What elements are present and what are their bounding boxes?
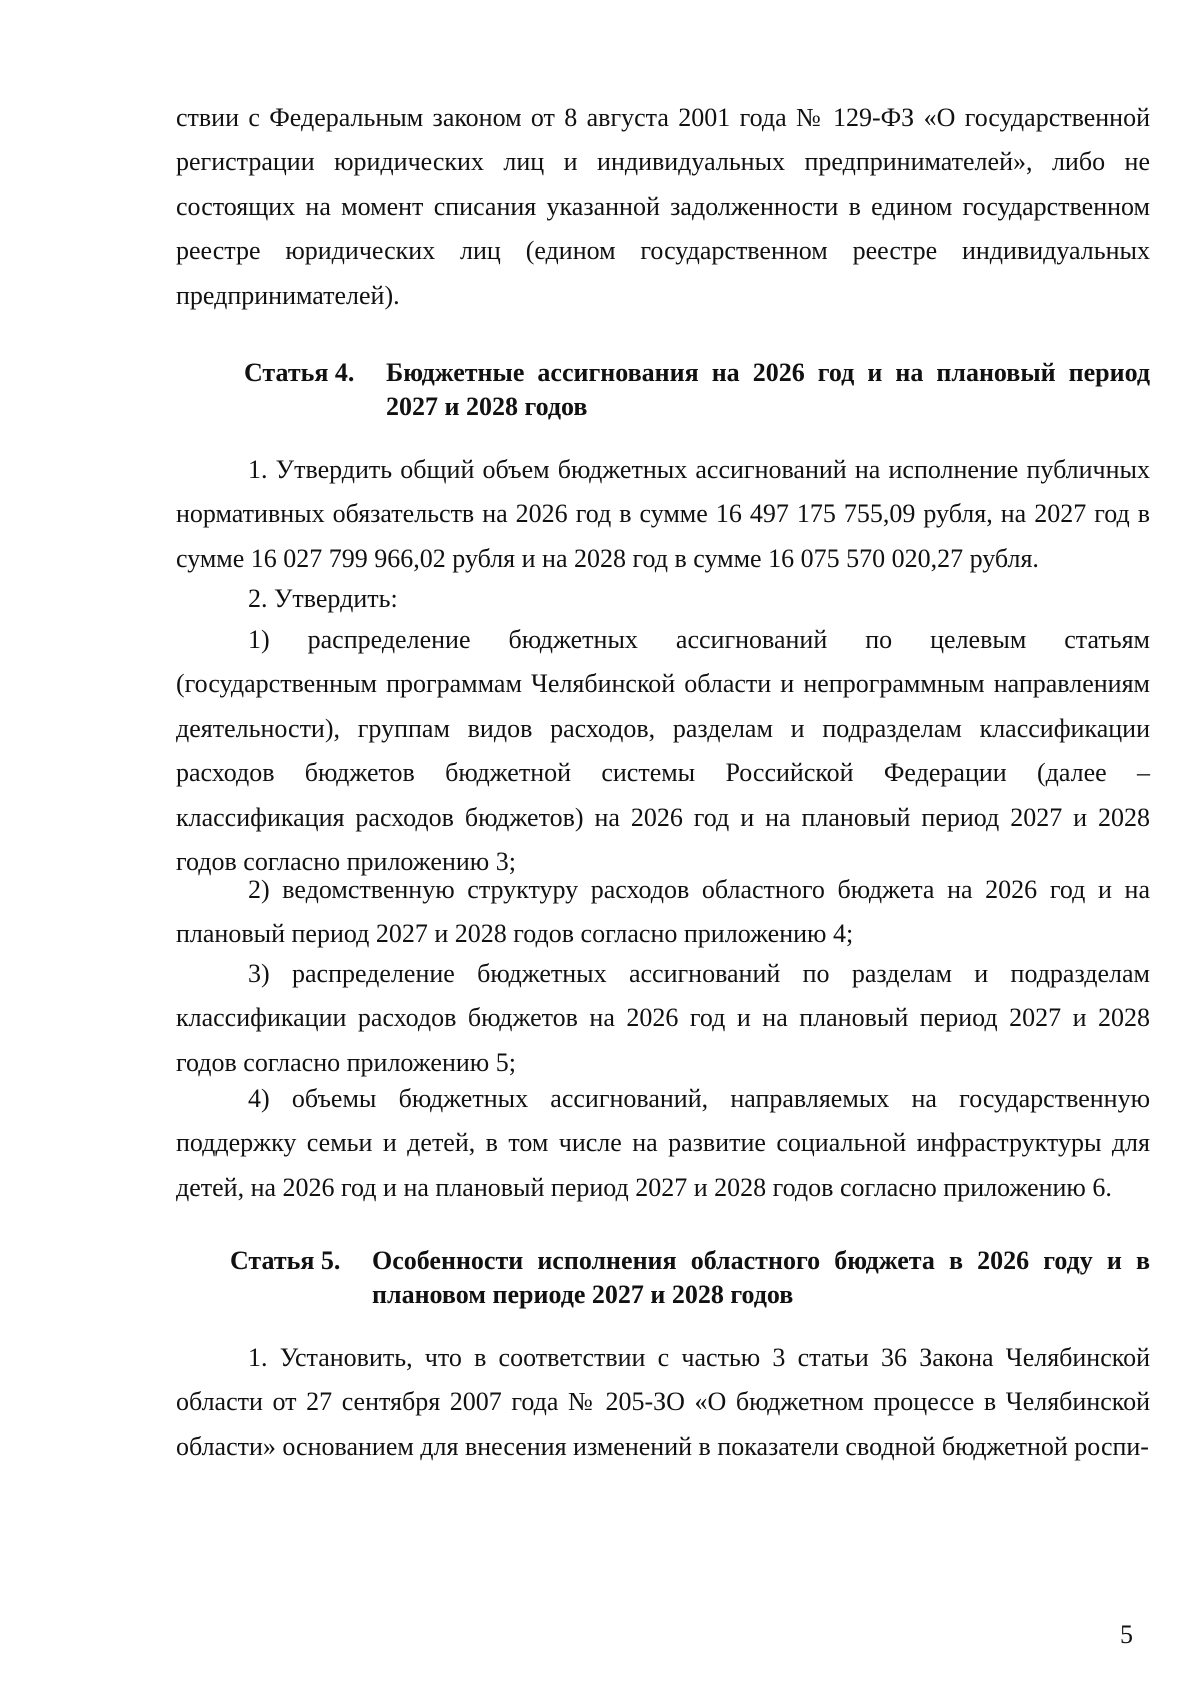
article-4-item-2: 2) ведомственную структуру расходов областного бюджета на 2026 год и на плановый период 2027 и 2028 годов согласно приложению 4; — [176, 875, 1150, 949]
article-4-paragraph-2: 2. Утвердить: — [248, 584, 398, 613]
article-4-item-1: 1) распределение бюджетных ассигнований по целевым статьям (государственным программам Челябинской области и непрограммным направлениям деятельности), группам видов расходов, разделам и подразделам классификации расходов бюджетов бюджетной системы Российской Федерации (далее – классификация расходов бюджетов) на 2026 год и на плановый период 2027 и 2028 годов согласно приложению 3; — [176, 625, 1150, 877]
article-4-item-3: 3) распределение бюджетных ассигнований по разделам и подразделам классификации расходов бюджетов на 2026 год и на плановый период 2027 и 2028 годов согласно приложению 5; — [176, 959, 1150, 1077]
paragraph-continuation: ствии с Федеральным законом от 8 августа 2001 года № 129-ФЗ «О государственной регистрации юридических лиц и индивидуальных предпринимателей», либо не состоящих на момент списания указанной задолженности в едином государственном реестре юридических лиц (едином государственном реестре индивидуальных предпринимателей). — [176, 103, 1150, 310]
article-4-title: Бюджетные ассигнования на 2026 год и на плановый период 2027 и 2028 годов — [386, 358, 1150, 421]
article-5-title: Особенности исполнения областного бюджета в 2026 году и в плановом периоде 2027 и 2028 годов — [372, 1246, 1150, 1309]
article-4-heading — [244, 356, 1150, 424]
page-number: 5 — [1120, 1620, 1133, 1649]
article-5-label: Статья 5. — [230, 1246, 341, 1275]
article-4-paragraph-1: 1. Утвердить общий объем бюджетных ассигнований на исполнение публичных нормативных обязательств на 2026 год в сумме 16 497 175 755,09 рубля, на 2027 год в сумме 16 027 799 966,02 рубля и на 2028 год в сумме 16 075 570 020,27 рубля. — [176, 455, 1150, 573]
article-5-paragraph-1: 1. Установить, что в соответствии с частью 3 статьи 36 Закона Челябинской области от 27 сентября 2007 года № 205-ЗО «О бюджетном процессе в Челябинской области» основанием для внесения изменений в показатели сводной бюджетной роспи- — [176, 1343, 1150, 1461]
article-4-label: Статья 4. — [244, 358, 355, 387]
article-5-heading — [230, 1244, 1150, 1312]
article-4-item-4: 4) объемы бюджетных ассигнований, направляемых на государственную поддержку семьи и детей, в том числе на развитие социальной инфраструктуры для детей, на 2026 год и на плановый период 2027 и 2028 годов согласно приложению 6. — [176, 1084, 1150, 1202]
